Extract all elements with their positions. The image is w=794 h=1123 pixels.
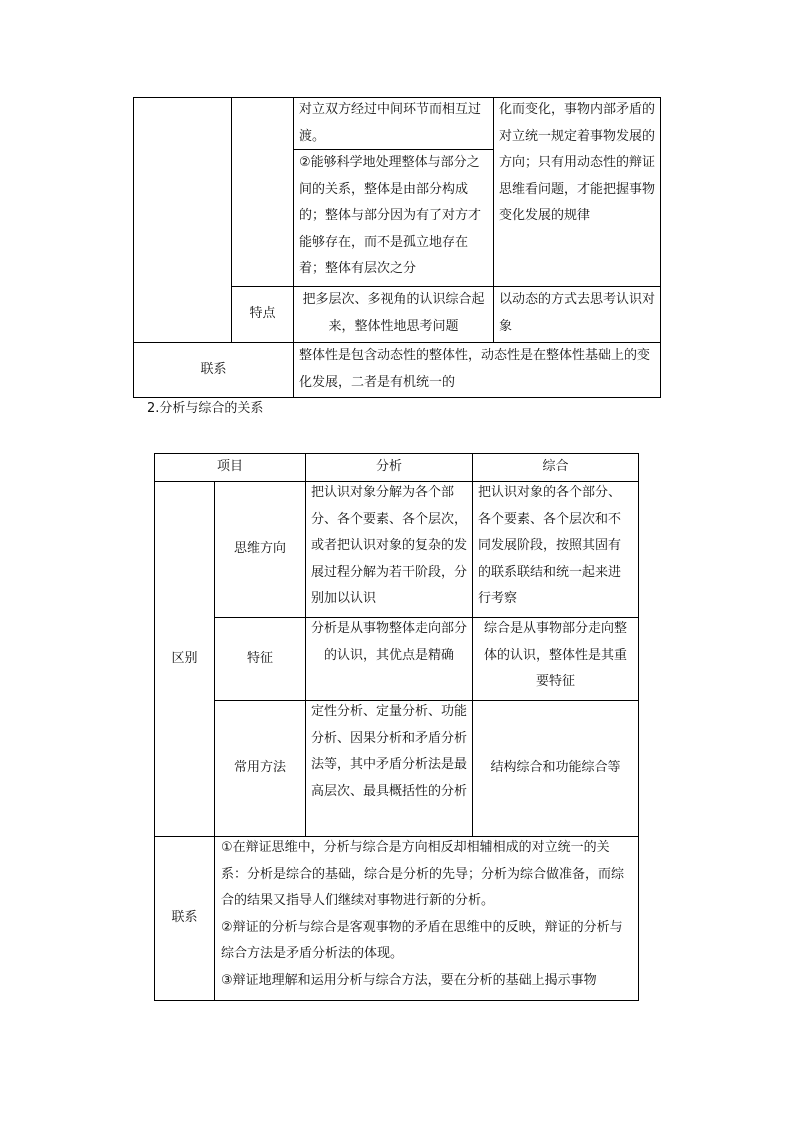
row-methods-label: 常用方法 <box>233 760 286 776</box>
lianxi-text-1: 整体性是包含动态性的整体性，动态性是在整体性基础上的变化发展，二者是有机统一的 <box>299 348 651 390</box>
header-project: 项目 <box>216 459 243 475</box>
row-feature-label: 特征 <box>246 650 273 666</box>
tedian-label: 特点 <box>249 306 276 322</box>
row-methods-synthesis: 结构综合和功能综合等 <box>490 760 621 776</box>
lianxi-label-1: 联系 <box>200 361 227 377</box>
row-feature-synthesis: 综合是从事物部分走向整体的认识，整体性是其重要特征 <box>483 621 627 689</box>
tedian-right-text: 以动态的方式去思考认识对象 <box>499 292 656 334</box>
row-thinking-direction-analysis: 把认识对象分解为各个部分、各个要素、各个层次，或者把认识对象的复杂的发展过程分解为若干阶段，分别加以认识 <box>311 485 468 606</box>
row-thinking-direction-synthesis: 把认识对象的各个部分、各个要素、各个层次和不同发展阶段，按照其固有的联系联结和统一起来进行考察 <box>478 485 622 606</box>
tedian-middle-text: 把多层次、多视角的认识综合起来，整体性地思考问题 <box>302 292 485 334</box>
row-methods-analysis: 定性分析、定量分析、功能分析、因果分析和矛盾分析法等，其中矛盾分析法是最高层次、最具概括性的分析 <box>311 704 468 799</box>
header-analysis: 分析 <box>375 459 402 475</box>
qubie-label: 区别 <box>171 650 198 666</box>
section-2-title: 2.分析与综合的关系 <box>147 401 264 416</box>
header-synthesis: 综合 <box>542 459 569 475</box>
lianxi-item-2: ②辩证的分析与综合是客观事物的矛盾在思维中的反映，辩证的分析与综合方法是矛盾分析法的体现。 <box>221 919 623 961</box>
lianxi-label-2: 联系 <box>171 910 198 926</box>
table1-middle-text-1: 对立双方经过中间环节而相互过渡。 <box>299 102 482 144</box>
table1-right-text: 化而变化，事物内部矛盾的对立统一规定着事物发展的方向；只有用动态性的辩证思维看问题，才能把握事物变化发展的规律 <box>499 102 656 223</box>
row-feature-analysis: 分析是从事物整体走向部分的认识，其优点是精确 <box>311 621 468 663</box>
lianxi-item-1: ①在辩证思维中，分析与综合是方向相反却相辅相成的对立统一的关系：分析是综合的基础，综合是分析的先导；分析为综合做准备，而综合的结果又指导人们继续对事物进行新的分析。 <box>221 840 625 908</box>
lianxi-item-3: ③辩证地理解和运用分析与综合方法，要在分析的基础上揭示事物 <box>221 972 597 988</box>
lianxi-text-2 <box>215 835 638 1000</box>
table1-middle-text-2: ②能够科学地处理整体与部分之间的关系，整体是由部分构成的；整体与部分因为有了对方才能够存在，而不是孤立地存在着；整体有层次之分 <box>299 155 482 276</box>
row-thinking-direction-label: 思维方向 <box>233 541 286 557</box>
